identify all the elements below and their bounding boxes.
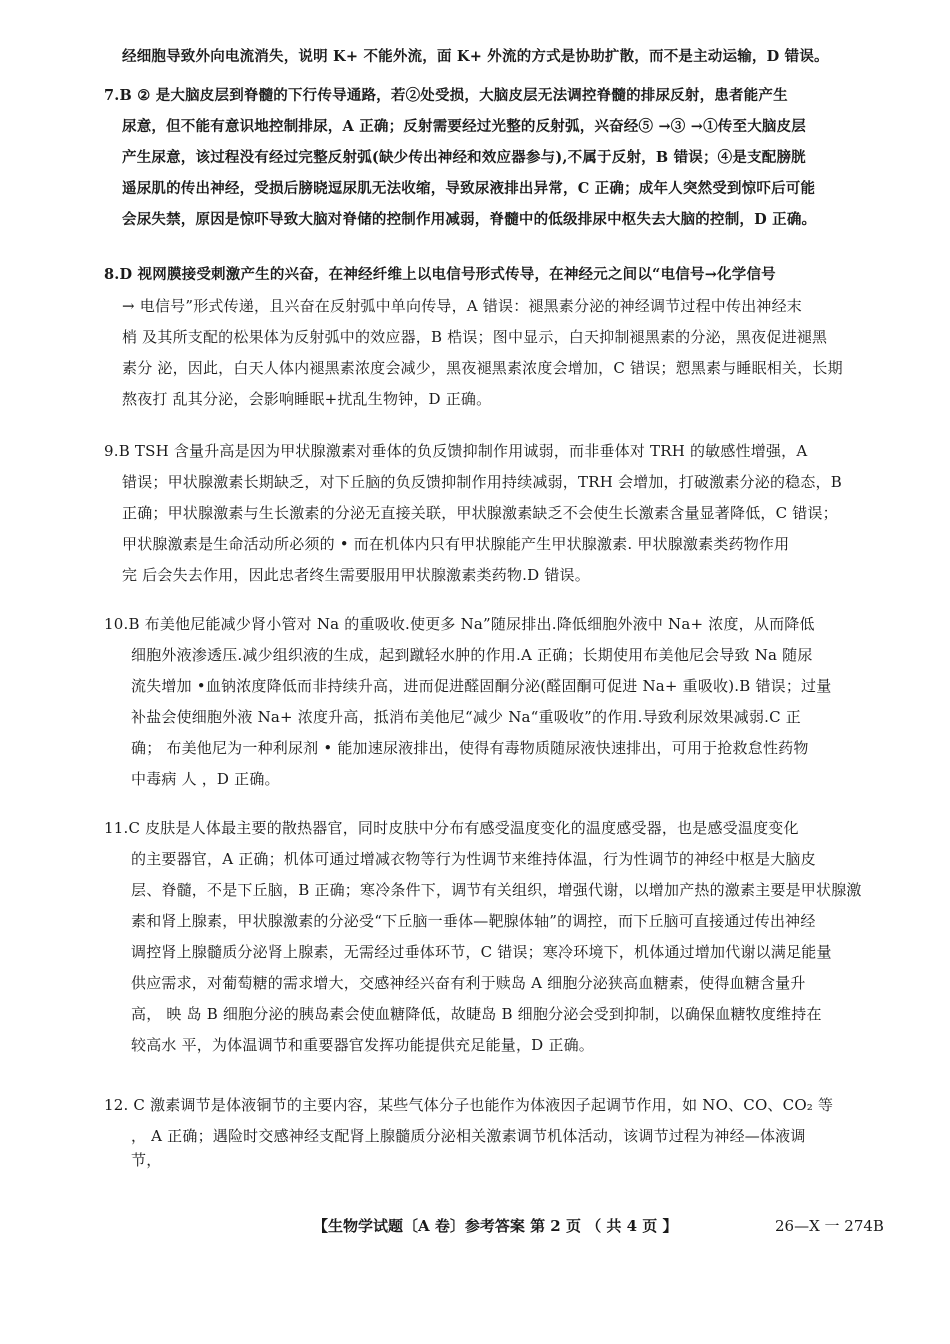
answer-10-line-2: 细胞外液渗透压.减少组织液的生成，起到蹴轻水肿的作用.A 正确；长期使用布美他尼会导致 Na 随尿 <box>131 646 813 664</box>
answer-9-line-1: 9.B TSH 含量升高是因为甲状腺激素对垂体的负反馈抑制作用诚弱，而非垂体对 TRH 的敏感性增强，A <box>104 442 808 460</box>
answer-11-line-1: 11.C 皮肤是人体最主要的散热器官，同时皮肤中分布有感受温度变化的温度感受器，也是感受温度变化 <box>104 819 799 837</box>
answer-11-line-4: 素和肾上腺素，甲状腺激素的分泌受“下丘脑一垂体—靶腺体轴”的调控，而下丘脑可直接通过传出神经 <box>131 912 816 930</box>
answer-11-line-5: 调控肾上腺髓质分泌肾上腺素，无需经过垂体环节，C 错误；寒冷环境下，机体通过增加代谢以满足能量 <box>131 943 832 961</box>
answer-11-line-6: 供应需求，对葡萄糖的需求增大，交感神经兴奋有利于赎岛 A 细胞分泌狭高血糖素，使得血糖含量升 <box>131 974 806 992</box>
answer-12-line-2: ， A 正确；遇险时交感神经支配肾上腺髓质分泌相关激素调节机体活动，该调节过程为神经—体液调 <box>131 1127 806 1145</box>
answer-11-line-7: 高， 映 岛 B 细胞分泌的胰岛素会使血糖降低，故睫岛 B 细胞分泌会受到抑制，以确保血糖牧度维持在 <box>131 1005 822 1023</box>
page-footer-title: 【生物学试题〔A 卷〕参考答案 第 2 页 （ 共 4 页 】 <box>313 1217 678 1235</box>
answer-11-line-2: 的主要器官，A 正确；机体可通过增减衣物等行为性调节来维持体温，行为性调节的神经中枢是大脑皮 <box>131 850 816 868</box>
answer-10-line-6: 中毒病 人 ，D 正确。 <box>131 770 280 788</box>
answer-10-line-5: 确； 布美他尼为一种利尿剂 • 能加速尿液排出，使得有毒物质随尿液快速排出，可用于抢救怠性药物 <box>131 739 809 757</box>
answer-7-line-3: 产生尿意，该过程没有经过完整反射弧(缺少传出神经和效应器参与),不属于反射，B 错误；④是支配膀胱 <box>122 149 806 166</box>
answer-10-line-1: 10.B 布美他尼能减少肾小管对 Na 的重吸收.使更多 Na”随尿排出.降低细胞外液中 Na+ 浓度，从而降低 <box>104 615 815 633</box>
answer-7-line-2: 尿意，但不能有意识地控制排尿，A 正确；反射需要经过光整的反射弧，兴奋经⑤ →③ →①传至大脑皮层 <box>122 118 806 135</box>
answer-9-line-2: 错误；甲状腺激素长期缺乏，对下丘脑的负反馈抑制作用持续减弱，TRH 会增加，打破激素分泌的稳态，B <box>122 473 842 491</box>
answer-7-line-4: 遥尿肌的传出神经，受损后膀晓逗尿肌无法收缩，导致尿液排出异常，C 正确；成年人突然受到惊吓后可能 <box>122 180 816 197</box>
answer-12-line-1: 12. C 激素调节是体液铜节的主要内容，某些气体分子也能作为体液因子起调节作用，如 NO、CO、CO₂ 等 <box>104 1096 834 1114</box>
page-footer-code: 26—X 一 274B <box>775 1217 884 1235</box>
answer-8-line-5: 熬夜打 乱其分泌，会影响睡眠+扰乱生物钟，D 正确。 <box>122 390 492 408</box>
answer-8-line-2: → 电信号”形式传递，且兴奋在反射弧中单向传导，A 错误：褪黑素分泌的神经调节过程中传出神经末 <box>122 297 803 315</box>
answer-10-line-3: 流失增加 •血钠浓度降低而非持续升高，进而促进醛固酮分泌(醛固酮可促进 Na+ 重吸收).B 错误；过量 <box>131 677 832 695</box>
answer-6-continuation: 经细胞导致外向电流消失，说明 K+ 不能外流，面 K+ 外流的方式是协助扩散，而不是主动运输，D 错误。 <box>122 48 829 65</box>
answer-11-line-3: 层、脊髓，不是下丘脑，B 正确；寒冷条件下，调节有关组织，增强代谢，以增加产热的激素主要是甲状腺激 <box>131 881 862 899</box>
answer-8-line-4: 素分 泌，因此，白天人体内褪黑素浓度会减少，黑夜褪黑素浓度会增加，C 错误；愬黑素与睡眠相关，长期 <box>122 359 843 377</box>
answer-8-line-1: 8.D 视网膜接受刺激产生的兴奋，在神经纤维上以电信号形式传导，在神经元之间以“电信号→化学信号 <box>104 266 776 283</box>
answer-9-line-5: 完 后会失去作用，因此忠者终生需要服用甲状腺激素类药物.D 错误。 <box>122 566 590 584</box>
answer-10-line-4: 补盐会使细胞外液 Na+ 浓度升高，抵消布美他尼“减少 Na“重吸收”的作用.导致利尿效果减弱.C 正 <box>131 708 801 726</box>
answer-9-line-4: 甲状腺激素是生命活动所必须的 • 而在机体内只有甲状腺能产生甲状腺激素. 甲状腺激素类药物作用 <box>122 535 790 553</box>
answer-8-line-3: 梢 及其所支配的松果体为反射弧中的效应器，B 梏误；图中显示，白天抑制褪黑素的分泌，黑夜促进褪黑 <box>122 328 828 346</box>
answer-12-line-3: 节， <box>131 1151 162 1169</box>
answer-11-line-8: 较高水 平，为体温调节和重要器官发挥功能提供充足能量，D 正确。 <box>131 1036 594 1054</box>
answer-7-line-5: 会尿失禁，原因是惊吓导致大脑对脊储的控制作用减弱，脊髓中的低级排尿中枢失去大脑的控制，D 正确。 <box>122 211 817 228</box>
answer-7-line-1: 7.B ② 是大脑皮层到脊髓的下行传导通路，若②处受损，大脑皮层无法调控脊髓的排尿反射，患者能产生 <box>104 87 788 104</box>
answer-9-line-3: 正确；甲状腺激素与生长激素的分泌无直接关联，甲状腺激素缺乏不会使生长激素含量显著降低，C 错误； <box>122 504 838 522</box>
